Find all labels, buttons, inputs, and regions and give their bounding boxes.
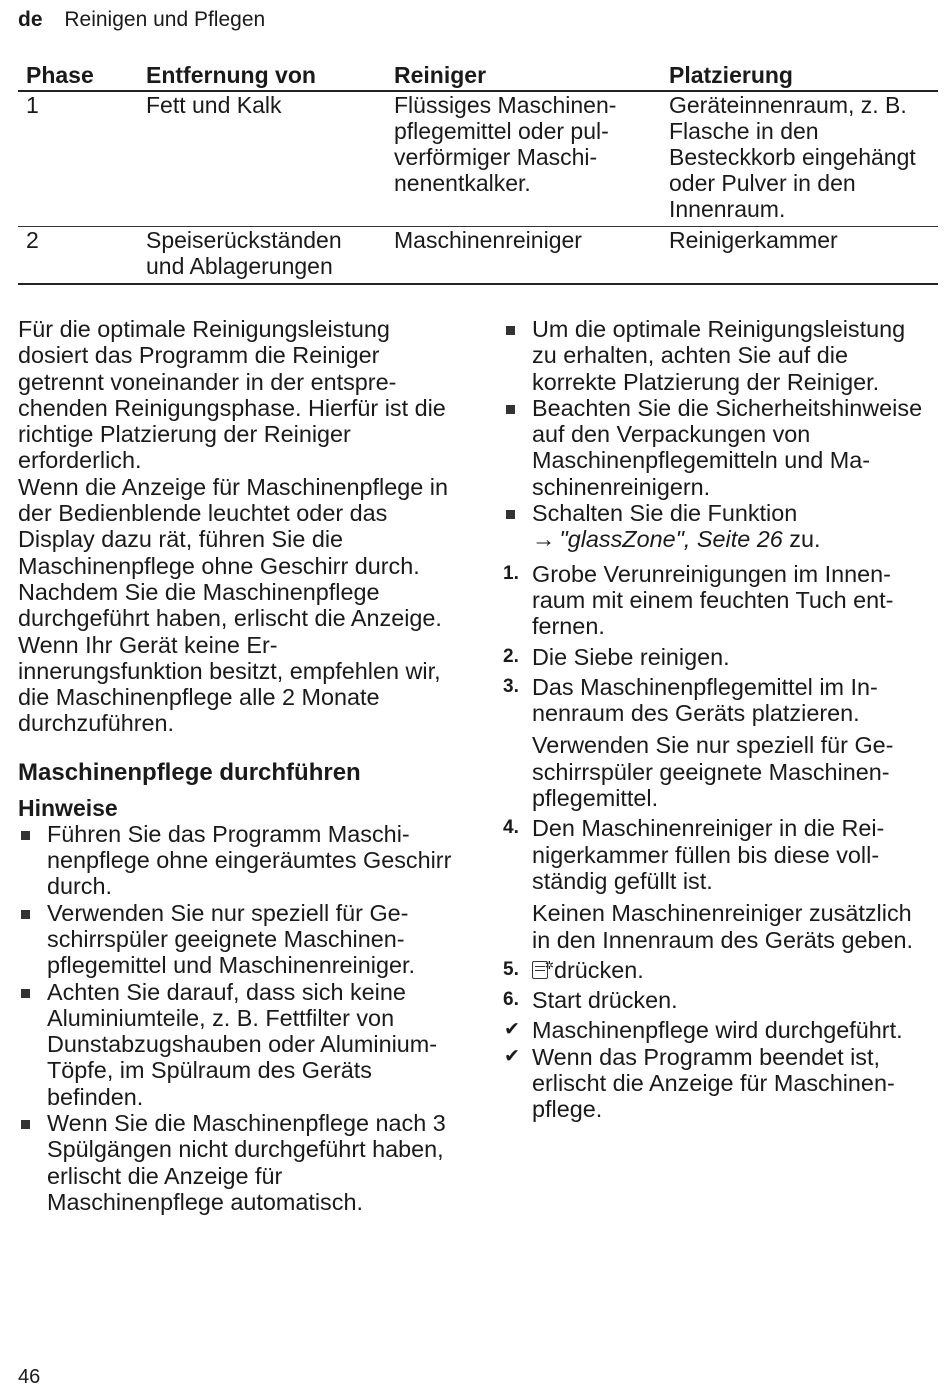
list-item: Führen Sie das Programm Maschinenpflege ohne eingeräumtes Geschirr durch. [18,821,454,900]
page-header [18,8,265,32]
table-row [18,227,938,285]
table-cell: Flüssiges Maschinenpflegemittel oder pulverförmiger Maschinenentkalker. [386,91,661,227]
step-number: 1. [503,562,519,584]
step-item [503,561,935,640]
step-number: 6. [503,989,519,1011]
result-item [503,1044,935,1123]
table-header: Platzierung [661,57,938,91]
table-row [18,91,938,227]
step-number: 4. [503,817,519,839]
step-text: drücken. [587,987,678,1014]
list-item: Achten Sie darauf, dass sich keine Aluminiumteile, z. B. Fettfilter von Dunstabzugshauben oder Aluminium-Töpfe, im Spülraum des Geräts befinden. [18,979,454,1110]
table-cell: Geräteinnenraum, z. B. Flasche in den Besteckkorb eingehängt oder Pulver in den Innenraum. [661,91,938,227]
table-cell: 2 [18,227,138,285]
table-cell: Maschinenreiniger [386,227,661,285]
table-header-row [18,57,938,91]
list-item [503,500,935,553]
table-cell: Speiserückständen und Ablagerungen [138,227,386,285]
step-item [503,644,935,670]
note-text: Schalten Sie die Funktion [532,500,798,527]
machine-care-icon: ✲ [532,961,548,979]
phase-table [18,57,938,285]
right-column [503,316,935,1123]
checkmark-icon: ✔ [504,1019,520,1041]
step-item [503,987,935,1013]
result-text: Maschinenpflege wird durchgeführt. [532,1017,903,1044]
step-number: 3. [503,675,519,697]
start-key-label: Start [532,987,582,1014]
step-text: drücken. [554,956,644,983]
list-item: Wenn Sie die Maschinenpflege nach 3 Spülgängen nicht durchgeführt haben, erlischt die Anzeige für Maschinenpflege automatisch. [18,1110,454,1215]
step-note: Keinen Maschinenreiniger zusätzlich in den Innenraum des Geräts geben. [532,900,914,953]
table-header: Phase [18,57,138,91]
list-item: Um die optimale Reinigungsleistung zu erhalten, achten Sie auf die korrekte Platzierung der Reiniger. [503,316,935,395]
step-item [503,674,935,811]
table-cell: 1 [18,91,138,227]
intro-paragraph: Für die optimale Reinigungsleistung dosiert das Programm die Reiniger getrennt voneinander in der entsprechenden Reinigungsphase. Hierfür ist die richtige Platzierung der Reiniger erforderlich. [18,316,446,474]
step-item [503,815,935,952]
list-item: Beachten Sie die Sicherheitshinweise auf den Verpackungen von Maschinenpflegemitteln und Maschinenreinigern. [503,395,935,500]
result-text: Wenn das Programm beendet ist, erlischt die Anzeige für Maschinenpflege. [532,1043,895,1123]
results-list [503,1017,935,1122]
step-text: Die Siebe reinigen. [532,643,730,670]
section-title: Reinigen und Pflegen [64,8,266,31]
notes-title: Hinweise [18,794,118,821]
table-header: Entfernung von [138,57,386,91]
cross-reference[interactable] [532,526,935,552]
page-number: 46 [18,1366,41,1388]
step-text: Grobe Verunreinigungen im Innenraum mit einem feuchten Tuch entfernen. [532,560,894,640]
checkmark-icon: ✔ [504,1045,520,1067]
step-text: Den Maschinenreiniger in die Reinigerkammer füllen bis diese vollständig gefüllt ist. [532,815,885,894]
intro-paragraph: Wenn die Anzeige für Maschinenpflege in der Bedienblende leuchtet oder das Display dazu rät, führen Sie die Maschinenpflege ohne Geschirr durch. Nachdem Sie die Maschinenpflege durchgeführt haben, erlischt die Anzeige. Wenn Ihr Gerät keine Erinnerungsfunktion besitzt, empfehlen wir, die Maschinenpflege alle 2 Monate durchzuführen. [18,473,448,737]
left-column [18,316,454,1215]
step-item [503,957,935,983]
section-heading: Maschinenpflege durchführen [18,758,361,786]
step-note: Verwenden Sie nur speziell für Geschirrspüler geeignete Maschinenpflegemittel. [532,732,894,812]
arrow-right-icon: → [532,526,556,553]
notes-list-continued [503,316,935,553]
note-suffix: zu. [789,526,821,553]
table-cell: Reinigerkammer [661,227,938,285]
step-number: 2. [503,645,519,667]
result-item [503,1017,935,1043]
table-cell: Fett und Kalk [138,91,386,227]
step-text: Das Maschinenpflegemittel im Innenraum des Geräts platzieren. [532,673,878,727]
steps-list [503,561,935,1014]
table-header: Reiniger [386,57,661,91]
list-item: Verwenden Sie nur speziell für Geschirrspüler geeignete Maschinenpflegemittel und Maschinenreiniger. [18,900,454,979]
step-number: 5. [503,958,519,980]
notes-list [18,821,454,1215]
language-code: de [18,8,43,31]
cross-reference-link[interactable]: "glassZone", Seite 26 [559,526,783,553]
